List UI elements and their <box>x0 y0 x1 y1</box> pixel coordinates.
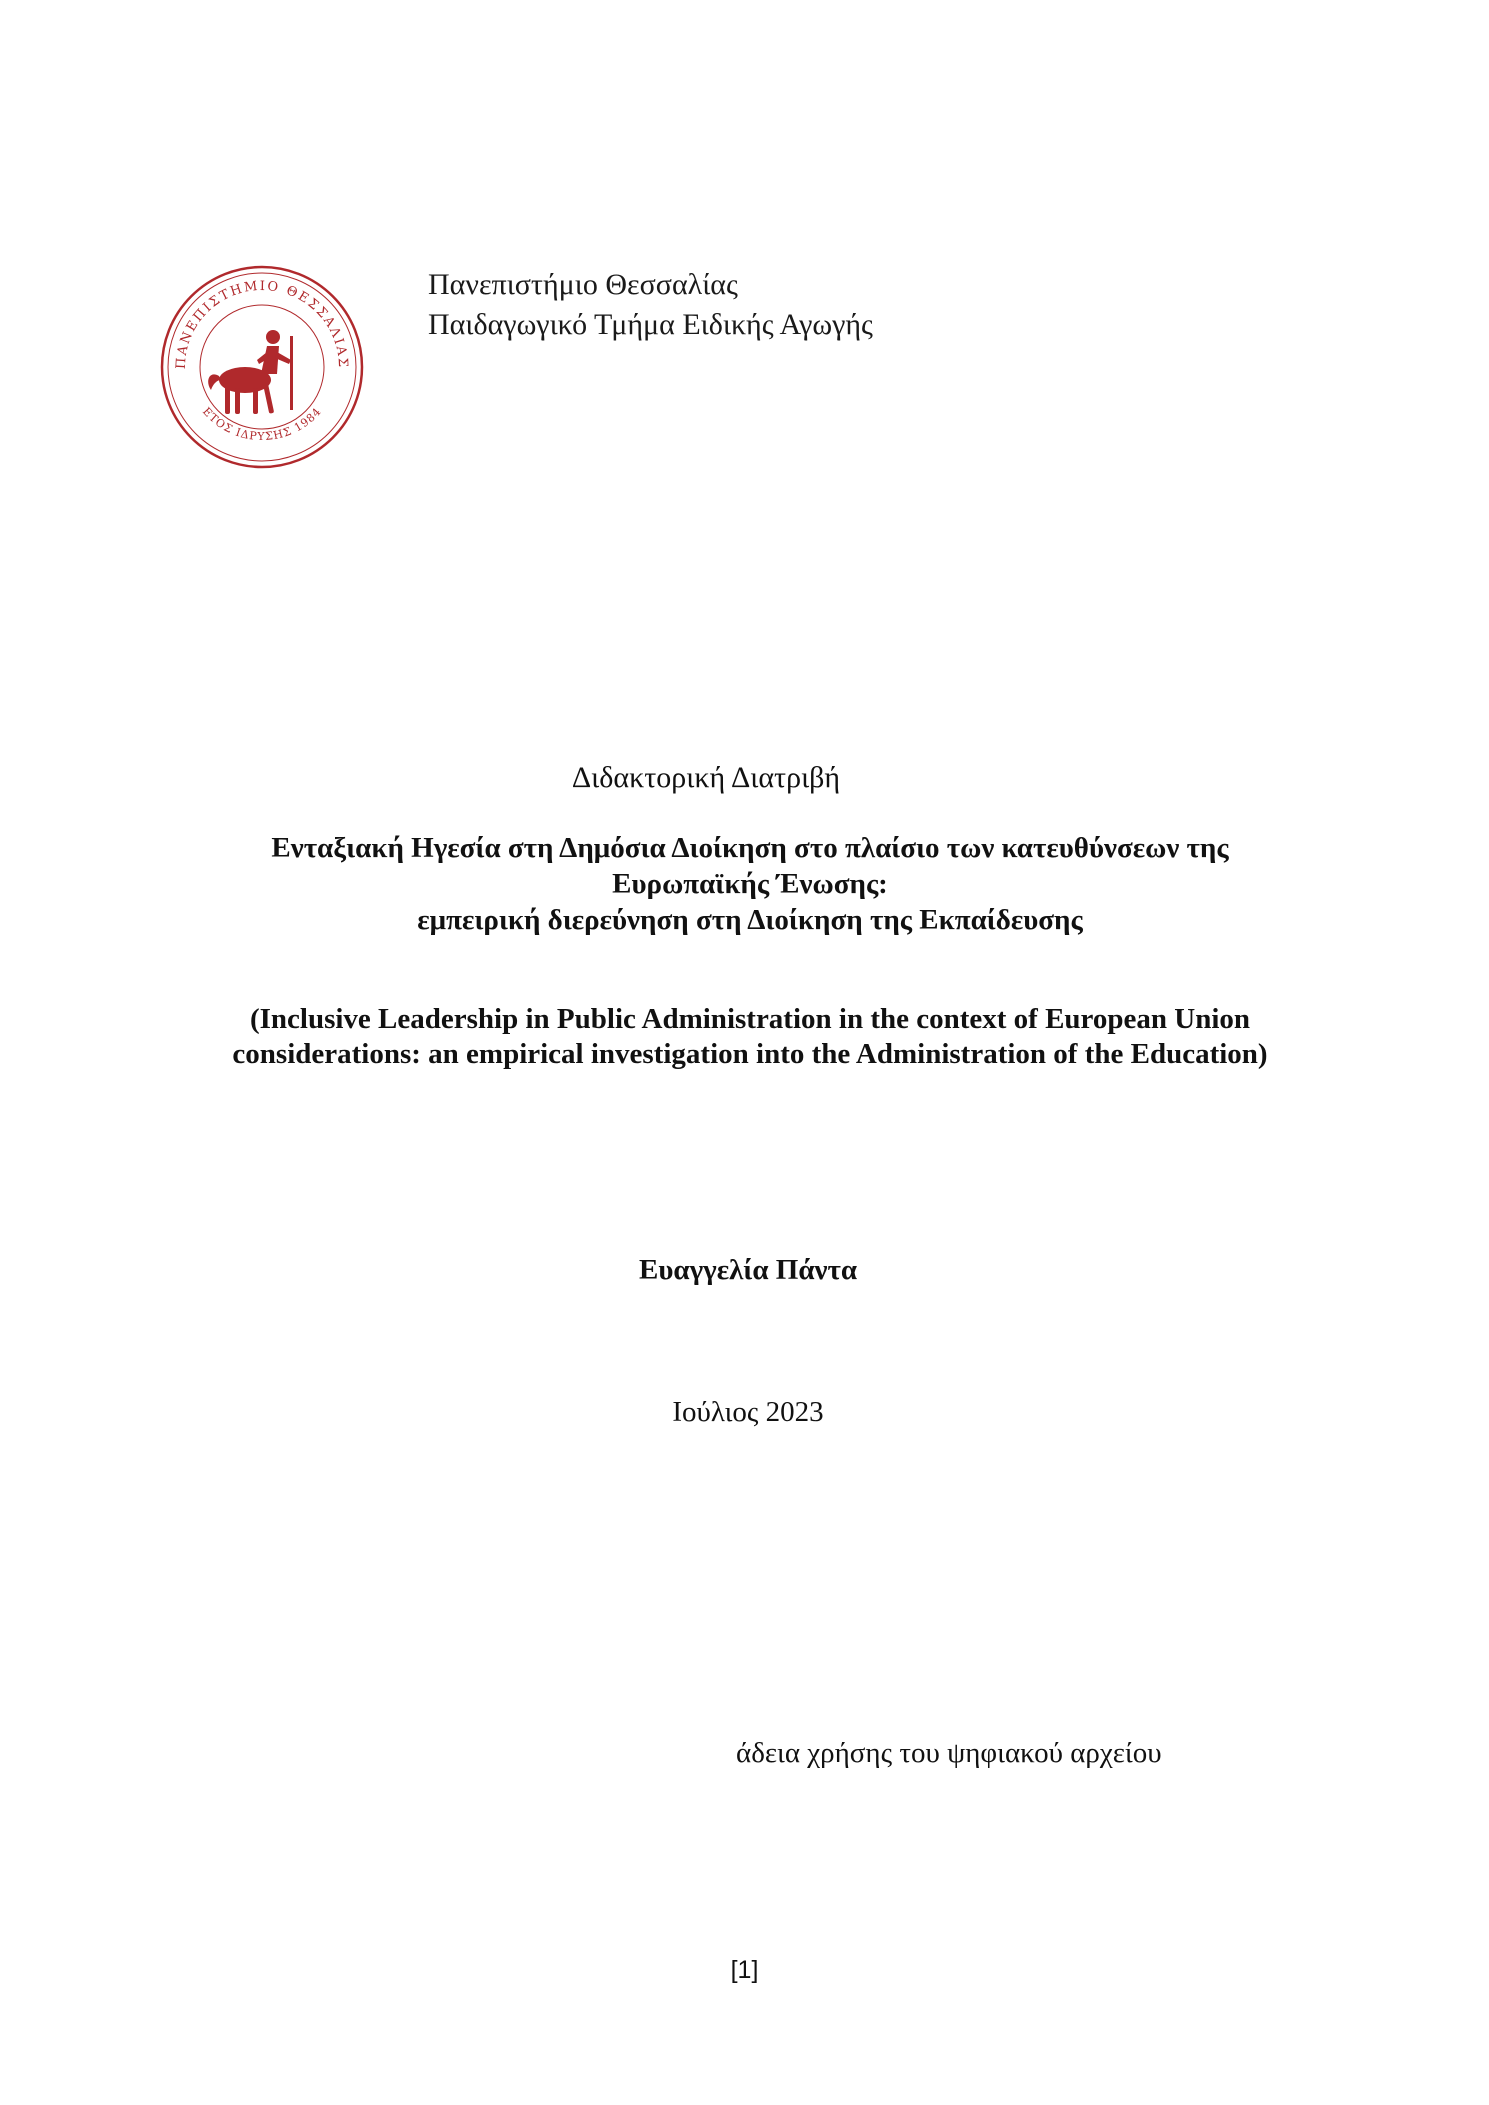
seal-text-bottom: ΕΤΟΣ ΙΔΡΥΣΗΣ 1984 <box>199 404 325 444</box>
centaur-icon <box>208 330 293 414</box>
title-english-line: (Inclusive Leadership in Public Administration in the context of European Union <box>249 1003 1251 1035</box>
publication-date: Ιούλιος 2023 <box>672 1396 824 1428</box>
author-name: Ευαγγελία Πάντα <box>638 1254 858 1286</box>
seal-text-top: ΠΑΝΕΠΙΣΤΗΜΙΟ ΘΕΣΣΑΛΙΑΣ <box>173 278 351 370</box>
university-seal-icon <box>157 262 367 472</box>
title-english-line: considerations: an empirical investigation into the Administration of the Education) <box>232 1038 1268 1070</box>
university-name: Πανεπιστήμιο Θεσσαλίας <box>428 268 738 301</box>
document-type: Διδακτορική Διατριβή <box>571 761 841 794</box>
title-greek-line: εμπειρική διερεύνηση στη Διοίκηση της Εκπαίδευσης <box>417 904 1083 936</box>
license-notice: άδεια χρήσης του ψηφιακού αρχείου <box>736 1737 1162 1769</box>
svg-text:ΠΑΝΕΠΙΣΤΗΜΙΟ ΘΕΣΣΑΛΙΑΣ <box>174 279 350 370</box>
title-english <box>150 1002 1350 1072</box>
title-greek-line: Ευρωπαϊκής Ένωσης: <box>612 868 888 900</box>
department-name: Παιδαγωγικό Τμήμα Ειδικής Αγωγής <box>428 308 873 341</box>
title-greek <box>160 830 1340 938</box>
institution-header <box>428 265 873 345</box>
title-greek-line: Ενταξιακή Ηγεσία στη Δημόσια Διοίκηση στο πλαίσιο των κατευθύνσεων της <box>271 832 1229 864</box>
page-number: [1] <box>730 1956 759 1984</box>
